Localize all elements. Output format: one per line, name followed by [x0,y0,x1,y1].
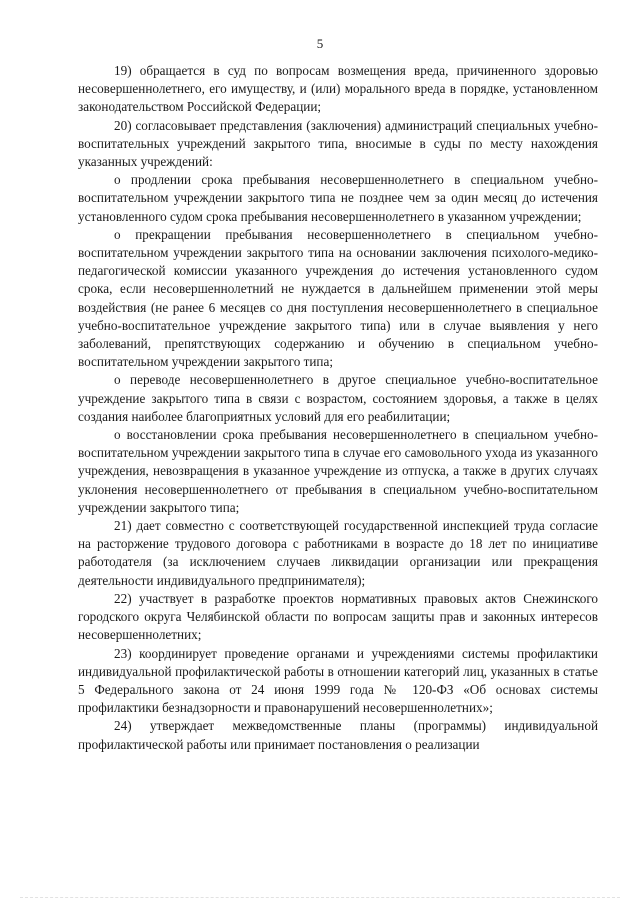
paragraph-21: 21) дает совместно с соответствующей государственной инспекцией труда согласие на расторжение трудового договора с работниками в возрасте до 18 лет по инициативе работодателя (за исключением случаев ликвидации организации или прекращения деятельности индивидуального предпринимателя); [78,518,598,588]
page-number: 5 [316,36,324,51]
document-body [78,62,598,754]
scan-artifact-line [20,897,620,901]
paragraph-20-restoration: о восстановлении срока пребывания несовершеннолетнего в специальном учебно-воспитательном учреждении закрытого типа в случае его самовольного ухода из указанного учреждения, невозвращения в указанное учреждение из отпуска, а также в других случаях уклонения несовершеннолетнего от пребывания в специальном учебно-воспитательном учреждении закрытого типа; [78,427,598,515]
paragraph-24: 24) утверждает межведомственные планы (программы) индивидуальной профилактической работы или принимает постановления о реализации [78,718,598,752]
paragraph-20-extension: о продлении срока пребывания несовершеннолетнего в специальном учебно-воспитательном учреждении закрытого типа не позднее чем за один месяц до истечения установленного судом срока пребывания несовершеннолетнего в указанном учреждении; [78,172,598,224]
paragraph-20-termination: о прекращении пребывания несовершеннолетнего в специальном учебно-воспитательном учреждении закрытого типа на основании заключения психолого-медико-педагогической комиссии указанного учреждения до истечения установленного судом срока, если несовершеннолетний не нуждается в дальнейшем применении этой меры воздействия (не ранее 6 месяцев со дня поступления несовершеннолетнего в специальное учебно-воспитательное учреждение закрытого типа) или в случае выявления у него заболеваний, препятствующих содержанию и обучению в специальном учебно-воспитательном учреждении закрытого типа; [78,226,598,370]
paragraph-20-transfer: о переводе несовершеннолетнего в другое специальное учебно-воспитательное учреждение закрытого типа в связи с возрастом, состоянием здоровья, а также в целях создания наиболее благоприятных условий для его реабилитации; [78,372,598,424]
paragraph-23: 23) координирует проведение органами и учреждениями системы профилактики индивидуальной профилактической работы в отношении категорий лиц, указанных в статье 5 Федерального закона от 24 июня 1999 года № 120-ФЗ «Об основах системы профилактики безнадзорности и правонарушений несовершеннолетних»; [78,645,598,716]
paragraph-22: 22) участвует в разработке проектов нормативных правовых актов Снежинского городского округа Челябинской области по вопросам защиты прав и законных интересов несовершеннолетних; [78,590,598,643]
paragraph-19: 19) обращается в суд по вопросам возмещения вреда, причиненного здоровью несовершеннолетнего, его имуществу, и (или) морального вреда в порядке, установленном законодательством Российской Федерации; [78,63,598,115]
paragraph-20: 20) согласовывает представления (заключения) администраций специальных учебно-воспитательных учреждений закрытого типа, вносимые в суды по месту нахождения указанных учреждений: [78,117,598,170]
